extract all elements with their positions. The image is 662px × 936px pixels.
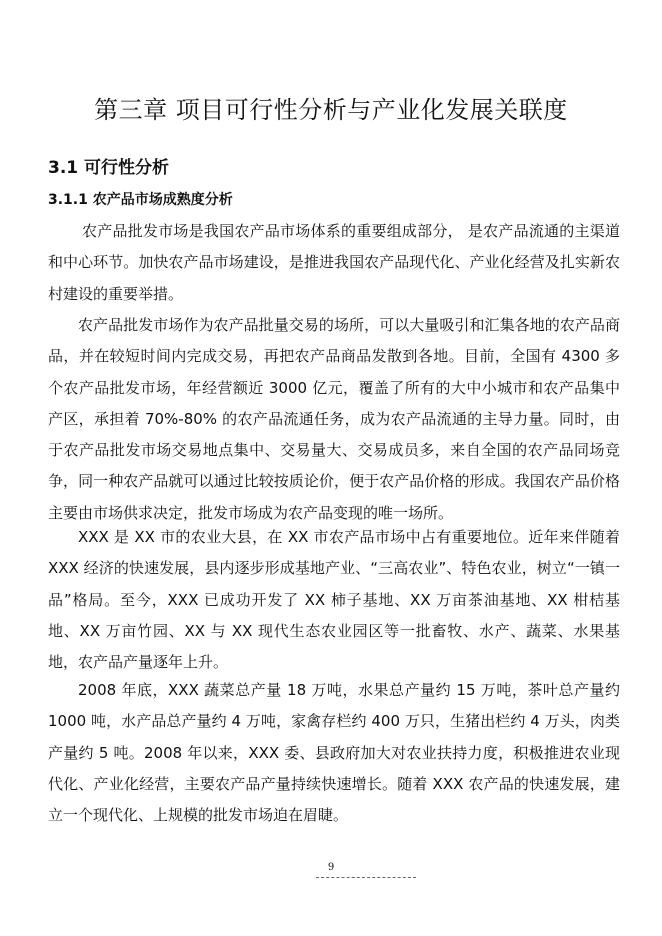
subsection-heading: 3.1.1 农产品市场成熟度分析 (48, 192, 233, 208)
paragraph-market-importance: 农产品批发市场是我国农产品市场体系的重要组成部分， 是农产品流通的主渠道和中心环节。加快农产品市场建设，是推进我国农产品现代化、产业化经营及扎实新农村建设的重要举措。 (48, 222, 620, 303)
paragraph-2008-output: 2008 年底，XXX 蔬菜总产量 18 万吨，水果总产量约 15 万吨，茶叶总产量约 1000 吨，水产品总产量约 4 万吨，家禽存栏约 400 万只，生猪出栏约 4 万头，肉类产量约 5 吨。2008 年以来，XXX 委、县政府加大对农业扶持力度，积极推进农业现代化、产业化经营，主要农产品产量持续快速增长。随着 XXX 农产品的快速发展，建立一个现代化、上规模的批发市场迫在眉睫。 (48, 681, 620, 825)
footer-rule (316, 877, 416, 878)
paragraph-wholesale-market-role: 农产品批发市场作为农产品批量交易的场所，可以大量吸引和汇集各地的农产品商品，并在较短时间内完成交易，再把农产品商品发散到各地。目前，全国有 4300 多个农产品批发市场，年经营额近 3000 亿元，覆盖了所有的大中小城市和农产品集中产区，承担着 70%-80% 的农产品流通任务，成为农产品流通的主导力量。同时，由于农产品批发市场交易地点集中、交易量大、交易成员多，来自全国的农产品同场竞争，同一种农产品就可以通过比较按质论价，便于农产品价格的形成。我国农产品价格主要由市场供求决定，批发市场成为农产品变现的唯一场所。 (48, 316, 620, 522)
paragraph-county-agriculture: XXX 是 XX 市的农业大县，在 XX 市农产品市场中占有重要地位。近年来伴随着 XXX 经济的快速发展，县内逐步形成基地产业、“三高农业”、特色农业，树立“一镇一品”格局。至今，XXX 已成功开发了 XX 柿子基地、XX 万亩茶油基地、XX 柑桔基地、XX 万亩竹园、XX 与 XX 现代生态农业园区等一批畜牧、水产、蔬菜、水果基地，农产品产量逐年上升。 (48, 528, 620, 672)
chapter-title: 第三章 项目可行性分析与产业化发展关联度 (94, 96, 568, 124)
section-heading: 3.1 可行性分析 (48, 158, 170, 178)
page-number: 9 (327, 862, 335, 873)
